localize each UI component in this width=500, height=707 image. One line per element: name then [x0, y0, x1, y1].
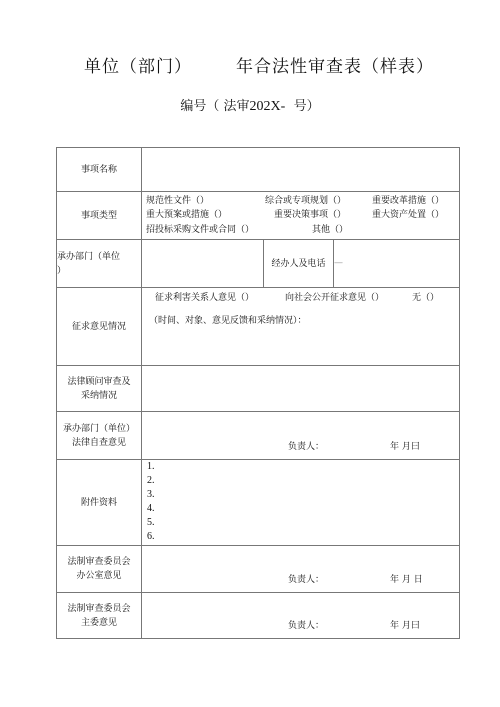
attachment-item[interactable]: 6. [147, 531, 155, 542]
row-office-opinion [57, 546, 460, 593]
handler-field[interactable] [334, 240, 460, 288]
serial-number: 202X- [249, 99, 286, 114]
opinion-stakeholder[interactable]: 征求利害关系人意见（） [155, 293, 255, 303]
chair-opinion-label: 法制审查委员会 主委意见 [57, 593, 142, 639]
attachment-item[interactable]: 4. [147, 503, 155, 514]
option-normative-doc[interactable]: 规范性文件（） [146, 196, 210, 206]
self-review-date: 年 月曰 [390, 442, 420, 452]
matter-type-options [142, 192, 460, 240]
row-attachments [57, 460, 460, 546]
host-dept-label: 承办部门（单位 ） [57, 240, 142, 288]
attachment-item[interactable]: 5. [147, 517, 155, 528]
serial-prefix: 编号（ 法审 [180, 99, 250, 114]
serial-suffix: 号） [293, 99, 320, 114]
office-opinion-field[interactable] [142, 546, 460, 593]
opinion-none[interactable]: 无（） [412, 293, 440, 303]
row-host-dept [57, 240, 460, 288]
option-major-plan[interactable]: 重大预案或措施（） [146, 210, 228, 220]
option-reform[interactable]: 重要改革措施（） [372, 196, 445, 206]
opinion-note: （时间、对象、意见反馈和采纳情况）： [149, 316, 307, 326]
serial-number-line [0, 95, 500, 115]
option-tender-contract[interactable]: 招投标采购文件或合同（） [146, 225, 255, 235]
attachments-field[interactable] [142, 460, 460, 546]
row-matter-type [57, 192, 460, 240]
row-counsel [57, 366, 460, 412]
self-review-sign: 负责人： [288, 442, 325, 452]
option-decision[interactable]: 重要决策事项（） [274, 210, 347, 220]
office-opinion-sign: 负责人： [288, 575, 325, 585]
self-review-label: 承办部门（单位） 法律自查意见 [57, 412, 142, 460]
attachment-item[interactable]: 2. [147, 475, 155, 486]
document-title [0, 52, 500, 78]
matter-name-label: 事项名称 [57, 148, 142, 192]
office-opinion-date: 年 月 日 [390, 575, 423, 585]
opinion-field[interactable] [142, 288, 460, 366]
chair-opinion-sign: 负责人： [288, 621, 325, 631]
opinion-label: 征求意见情况 [57, 288, 142, 366]
row-self-review [57, 412, 460, 460]
row-chair-opinion [57, 593, 460, 639]
handler-label: 经办人及电话 [264, 240, 334, 288]
office-opinion-label: 法制审查委员会 办公室意见 [57, 546, 142, 593]
counsel-label: 法律顾问审查及 采纳情况 [57, 366, 142, 412]
attachment-item[interactable]: 1. [147, 461, 155, 472]
option-asset-disposal[interactable]: 重大资产处置（） [372, 210, 445, 220]
attachments-label: 附件资料 [57, 460, 142, 546]
title-form-name: 年合法性审查表（样表） [236, 57, 434, 77]
review-form-table [56, 147, 460, 639]
counsel-field[interactable] [142, 366, 460, 412]
matter-type-label: 事项类型 [57, 192, 142, 240]
row-opinion [57, 288, 460, 366]
opinion-public[interactable]: 向社会公开征求意见（） [285, 293, 385, 303]
handler-mark: — [334, 258, 343, 268]
option-other[interactable]: 其他（） [312, 225, 349, 235]
matter-name-field[interactable] [142, 148, 460, 192]
title-unit: 单位（部门） [84, 57, 192, 77]
chair-opinion-field[interactable] [142, 593, 460, 639]
host-dept-field[interactable] [142, 240, 264, 288]
chair-opinion-date: 年 月曰 [390, 621, 420, 631]
row-matter-name [57, 148, 460, 192]
self-review-field[interactable] [142, 412, 460, 460]
attachment-item[interactable]: 3. [147, 489, 155, 500]
option-planning[interactable]: 综合或专项规划（） [265, 196, 347, 206]
